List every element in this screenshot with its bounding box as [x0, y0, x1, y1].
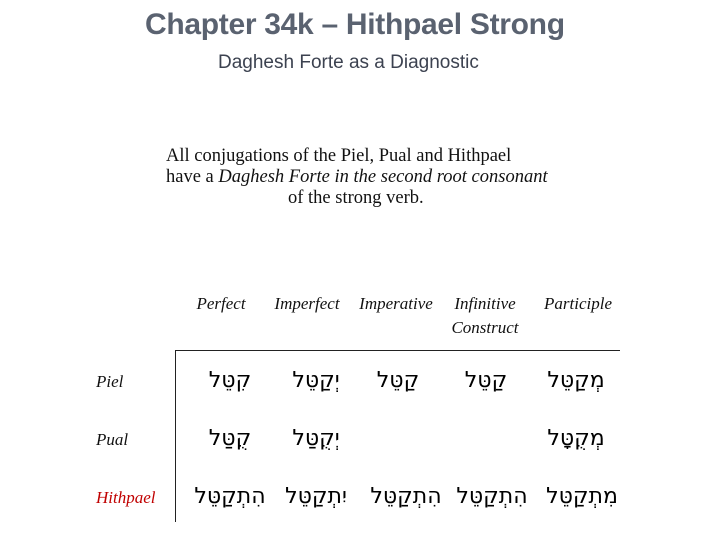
page-subtitle: Daghesh Forte as a Diagnostic [218, 52, 479, 73]
table-cell-pual-imperfect: יְקֻטַּל [292, 426, 340, 451]
description-line-2 [166, 167, 566, 188]
table-row-label-divider [175, 350, 176, 522]
column-header-participle: Participle [544, 294, 612, 313]
column-header-perfect: Perfect [196, 294, 246, 313]
table-cell-hithpael-perfect: הִתְקַטֵּל [194, 484, 266, 509]
description-line-3: of the strong verb. [288, 188, 424, 208]
table-cell-pual-perfect: קֻטַּל [208, 426, 252, 451]
row-label-pual: Pual [96, 430, 129, 449]
table-cell-hithpael-infinitive: הִתְקַטֵּל [456, 484, 528, 509]
table-cell-piel-imperative: קַטֵּל [376, 368, 420, 393]
page-title: Chapter 34k – Hithpael Strong [145, 8, 565, 41]
table-cell-piel-participle: מְקַטֵּל [547, 368, 605, 393]
description-text [166, 146, 566, 209]
column-header-infinitive-construct: Infinitive Construct [451, 294, 519, 337]
column-header-imperative: Imperative [359, 294, 433, 313]
row-label-hithpael: Hithpael [96, 488, 156, 507]
table-cell-hithpael-imperfect: יִתְקַטֵּל [285, 484, 347, 509]
description-line-1: All conjugations of the Piel, Pual and Hithpael [166, 146, 512, 166]
row-label-piel: Piel [96, 372, 124, 391]
table-cell-hithpael-participle: מִתְקַטֵּל [546, 484, 618, 509]
table-cell-piel-imperfect: יְקַטֵּל [292, 368, 340, 393]
table-header-divider [175, 350, 620, 351]
table-cell-piel-infinitive: קַטֵּל [464, 368, 508, 393]
table-cell-hithpael-imperative: הִתְקַטֵּל [370, 484, 442, 509]
column-header-imperfect: Imperfect [274, 294, 340, 313]
table-cell-pual-participle: מְקֻטָּל [547, 426, 605, 451]
table-cell-piel-perfect: קִטֵּל [208, 368, 252, 393]
description-line-2-prefix: have a [166, 167, 219, 187]
description-line-2-emphasis: Daghesh Forte in the second root consonant [218, 167, 548, 187]
